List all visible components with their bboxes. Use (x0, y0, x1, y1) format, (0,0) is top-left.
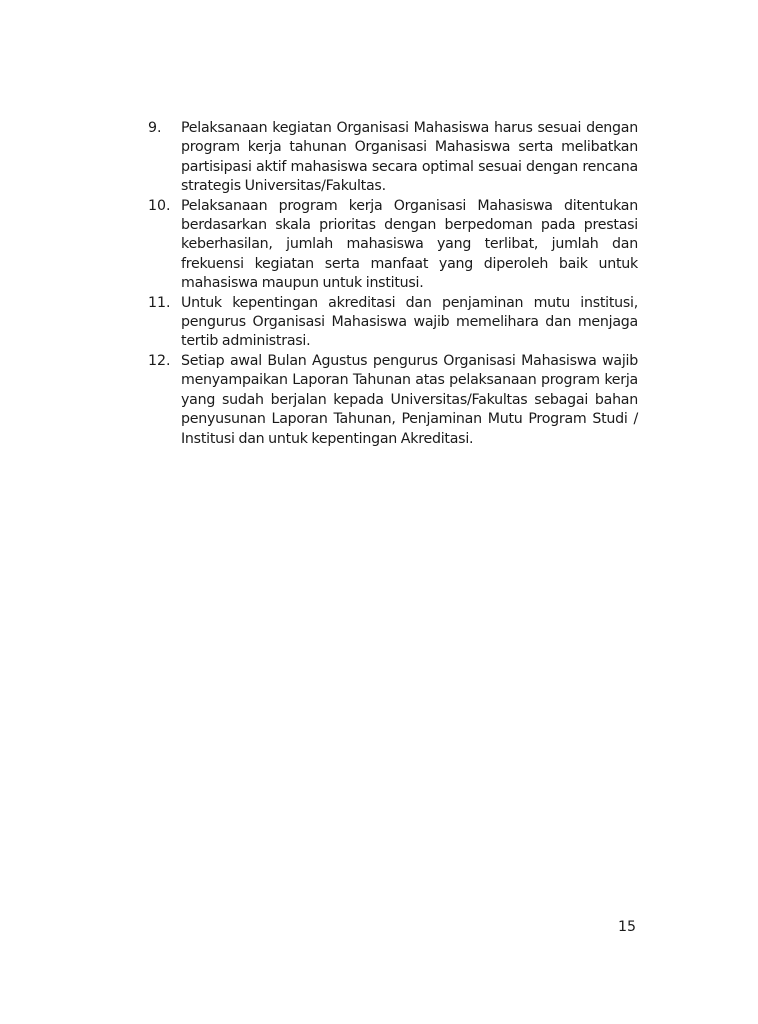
page-number: 15 (617, 919, 636, 935)
list-item-text: Pelaksanaan program kerja Organisasi Mahasiswa ditentukan berdasarkan skala prioritas dengan berpedoman pada prestasi keberhasilan, jumlah mahasiswa yang terlibat, jumlah dan frekuensi kegiatan serta manfaat yang diperoleh baik untuk mahasiswa maupun untuk institusi. (181, 197, 638, 292)
list-item-11 (148, 294, 638, 352)
list-item-9 (148, 119, 638, 197)
list-item-10 (148, 197, 638, 294)
list-item-text: Pelaksanaan kegiatan Organisasi Mahasiswa harus sesuai dengan program kerja tahunan Organisasi Mahasiswa serta melibatkan partisipasi aktif mahasiswa secara optimal sesuai dengan rencana strategis Universitas/Fakultas. (181, 120, 638, 195)
list-item-text: Setiap awal Bulan Agustus pengurus Organisasi Mahasiswa wajib menyampaikan Laporan Tahunan atas pelaksanaan program kerja yang sudah berjalan kepada Universitas/Fakultas sebagai bahan penyusunan Laporan Tahunan, Penjaminan Mutu Program Studi / Institusi dan untuk kepentingan Akreditasi. (181, 352, 638, 447)
list-item-number: 10. (148, 197, 171, 214)
list-item-number: 11. (148, 294, 171, 311)
list-item-number: 12. (148, 352, 171, 369)
list-item-12 (148, 352, 638, 449)
list-item-text: Untuk kepentingan akreditasi dan penjaminan mutu institusi, pengurus Organisasi Mahasiswa wajib memelihara dan menjaga tertib administrasi. (181, 294, 638, 350)
list-item-number: 9. (148, 120, 162, 136)
numbered-list (148, 119, 638, 449)
